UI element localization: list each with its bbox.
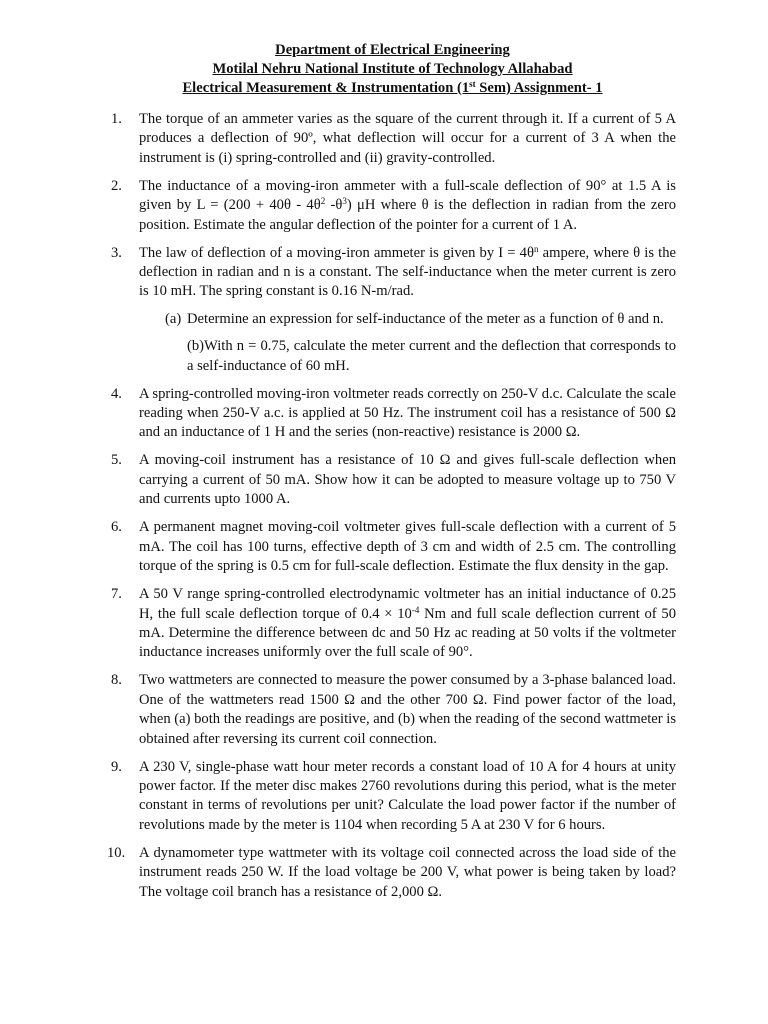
question-text: A permanent magnet moving-coil voltmeter gives full-scale deflection with a current of 5 mA. The coil has 100 turns, effective depth of 3 cm and width of 2.5 cm. The controlling torque of the spring is 0.5 cm for full-scale deflection. Estimate the flux density in the gap. [139, 519, 676, 575]
subquestion-a [165, 310, 676, 329]
question-1 [111, 110, 676, 168]
superscript: n [533, 243, 539, 254]
question-text: Two wattmeters are connected to measure the power consumed by a 3-phase balanced load. One of the wattmeters read 1500 Ω and the other 700 Ω. Find power factor of the load, when (a) both the readings are positive, and (b) when the reading of the second wattmeter is obtained after reversing its current coil connection. [139, 672, 676, 747]
question-text: A moving-coil instrument has a resistance of 10 Ω and gives full-scale deflection when carrying a current of 50 mA. Show how it can be adopted to measure voltage up to 750 V and currents upto 1000 A. [139, 452, 676, 508]
question-text: A dynamometer type wattmeter with its voltage coil connected across the load side of the instrument reads 250 W. If the load voltage be 200 V, what power is being taken by load? The voltage coil branch has a resistance of 2,000 Ω. [139, 844, 676, 900]
subquestion-label: (a) [165, 310, 182, 327]
question-number: 6. [111, 519, 122, 536]
subquestion-b [165, 337, 676, 376]
document-header [109, 41, 676, 98]
question-7 [111, 585, 676, 663]
question-9 [111, 758, 676, 836]
question-4 [111, 385, 676, 443]
institute-title: Motilal Nehru National Institute of Technology Allahabad [212, 61, 573, 77]
question-6 [111, 518, 676, 576]
question-text-part: A 50 V range spring-controlled electrodynamic voltmeter has an initial inductance of 0.25 H, the full scale deflection torque of 0.4 × 10 [139, 586, 676, 622]
question-10 [107, 844, 676, 902]
subquestion-text: Determine an expression for self-inductance of the meter as a function of θ and n. [187, 310, 664, 327]
question-list [107, 110, 677, 902]
superscript: 2 [320, 196, 326, 207]
question-text: The torque of an ammeter varies as the square of the current through it. If a current of 5 A produces a deflection of 90º, what deflection will occur for a current of 3 A when the instrument is (i) spring-controlled and (ii) gravity-controlled. [139, 111, 676, 166]
question-8 [111, 671, 676, 749]
question-text [139, 586, 676, 660]
question-number: 1. [111, 111, 122, 127]
question-number: 4. [111, 385, 122, 402]
question-text: A 230 V, single-phase watt hour meter records a constant load of 10 A for 4 hours at unity power factor. If the meter disc makes 2760 revolutions during this period, what is the meter constant in terms of revolutions per unit? Calculate the load power factor if the number of revolutions made by the meter is 1104 when recording 5 A at 230 V for 6 hours. [139, 758, 676, 833]
question-2 [111, 177, 676, 235]
subquestion-text: (b)With n = 0.75, calculate the meter current and the deflection that corresponds to a self-inductance of 60 mH. [187, 338, 676, 374]
superscript: 3 [342, 196, 347, 207]
assignment-title-sup: st [469, 79, 476, 89]
question-number: 10. [107, 844, 126, 861]
question-text-part: The inductance of a moving-iron ammeter with a full-scale deflection of 90° at 1.5 A is given by L = (200 + 40θ - 4θ [139, 177, 676, 214]
question-3 [111, 244, 676, 376]
question-number: 7. [111, 586, 122, 603]
question-text: A spring-controlled moving-iron voltmeter reads correctly on 250-V d.c. Calculate the scale reading when 250-V a.c. is applied at 50 Hz. The instrument coil has a resistance of 500 Ω and an inductance of 1 H and the series (non-reactive) resistance is 2000 Ω. [139, 385, 676, 441]
assignment-title-post: Sem) Assignment- 1 [475, 80, 603, 96]
department-title: Department of Electrical Engineering [275, 42, 510, 58]
question-text-part: Nm and full scale deflection current of 50 mA. Determine the difference between dc and 50 Hz ac reading at 50 volts if the voltmeter inductance increases uniformly over the full scale of 90°. [139, 605, 676, 661]
assignment-title [109, 79, 676, 98]
question-text-part: ampere, where θ is the deflection in radian and n is a constant. The self-inductance when the meter current is zero is 10 mH. The spring constant is 0.16 N-m/rad. [139, 244, 676, 300]
question-text-part: The law of deflection of a moving-iron ammeter is given by I = 4θ [139, 244, 534, 261]
question-text [139, 178, 676, 233]
question-number: 2. [111, 177, 122, 194]
assignment-title-pre: Electrical Measurement & Instrumentation (1 [182, 80, 470, 96]
question-number: 5. [111, 452, 122, 469]
question-number: 8. [111, 672, 122, 689]
question-number: 9. [111, 758, 122, 775]
question-number: 3. [111, 244, 122, 261]
question-text-part: -θ [325, 197, 343, 214]
question-text [139, 245, 676, 300]
question-text-part: ) μH where θ is the deflection in radian from the zero position. Estimate the angular deflection of the pointer for a current of 1 A. [139, 197, 677, 233]
question-5 [111, 451, 676, 509]
superscript: -4 [411, 604, 420, 615]
